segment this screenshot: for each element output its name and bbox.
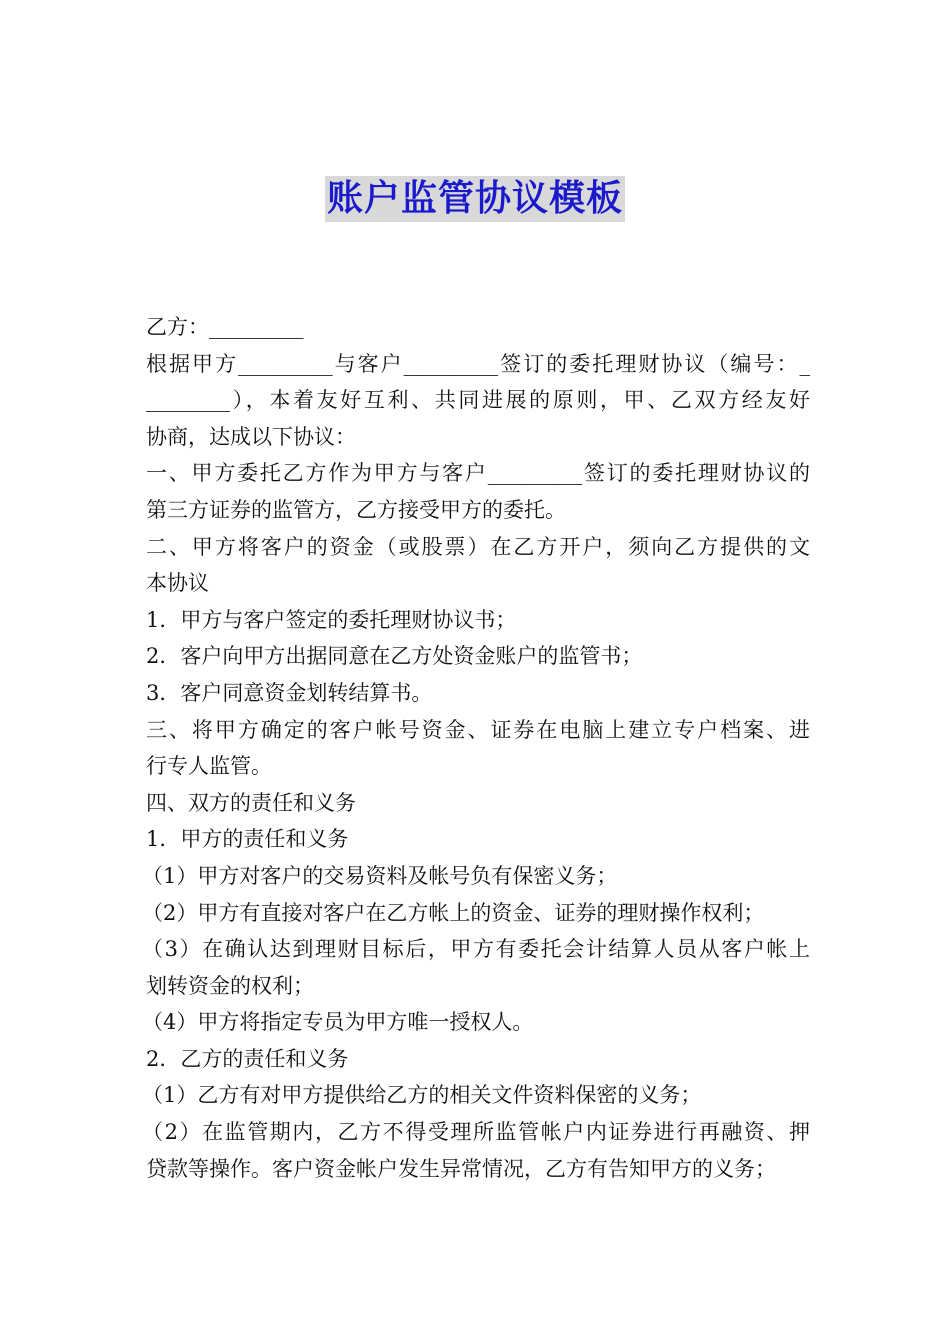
paragraph-line: 根据甲方_________与客户_________签订的委托理财协议（编号：_	[146, 351, 810, 376]
list-item: 3．客户同意资金划转结算书。	[146, 680, 433, 705]
list-item-continuation: 划转资金的权利；	[146, 973, 314, 998]
clause-2-line: 本协议	[146, 571, 209, 596]
paragraph-line: 协商，达成以下协议：	[146, 424, 356, 449]
paragraph-line: ________），本着友好互利、共同进展的原则，甲、乙双方经友好	[146, 388, 810, 413]
list-item: （2）在监管期内，乙方不得受理所监管帐户内证券进行再融资、押	[142, 1120, 810, 1145]
list-item: （4）甲方将指定专员为甲方唯一授权人。	[142, 1010, 534, 1035]
clause-3-line: 三、将甲方确定的客户帐号资金、证券在电脑上建立专户档案、进	[146, 717, 810, 742]
list-item: 1．甲方与客户签定的委托理财协议书；	[146, 607, 517, 632]
clause-2-line: 二、甲方将客户的资金（或股票）在乙方开户，须向乙方提供的文	[146, 534, 810, 559]
list-item: （1）乙方有对甲方提供给乙方的相关文件资料保密的义务；	[142, 1083, 702, 1108]
subsection-heading: 2．乙方的责任和义务	[146, 1046, 349, 1071]
clause-1-line: 第三方证券的监管方，乙方接受甲方的委托。	[146, 497, 566, 522]
party-b-line: 乙方：_________	[146, 315, 304, 339]
subsection-heading: 1．甲方的责任和义务	[146, 827, 349, 852]
list-item: （3）在确认达到理财目标后，甲方有委托会计结算人员从客户帐上	[142, 937, 810, 962]
document-title: 账户监管协议模板	[325, 176, 625, 222]
clause-1-line: 一、甲方委托乙方作为甲方与客户_________签订的委托理财协议的	[146, 461, 810, 486]
list-item: （2）甲方有直接对客户在乙方帐上的资金、证券的理财操作权利；	[142, 900, 765, 925]
clause-3-line: 行专人监管。	[146, 754, 272, 779]
document-body	[142, 309, 810, 1187]
list-item: （1）甲方对客户的交易资料及帐号负有保密义务；	[142, 863, 618, 888]
list-item: 2．客户向甲方出据同意在乙方处资金账户的监管书；	[146, 644, 643, 669]
title-container	[0, 176, 950, 222]
list-item-continuation: 贷款等操作。客户资金帐户发生异常情况，乙方有告知甲方的义务；	[146, 1156, 776, 1181]
section-heading: 四、双方的责任和义务	[146, 790, 356, 815]
